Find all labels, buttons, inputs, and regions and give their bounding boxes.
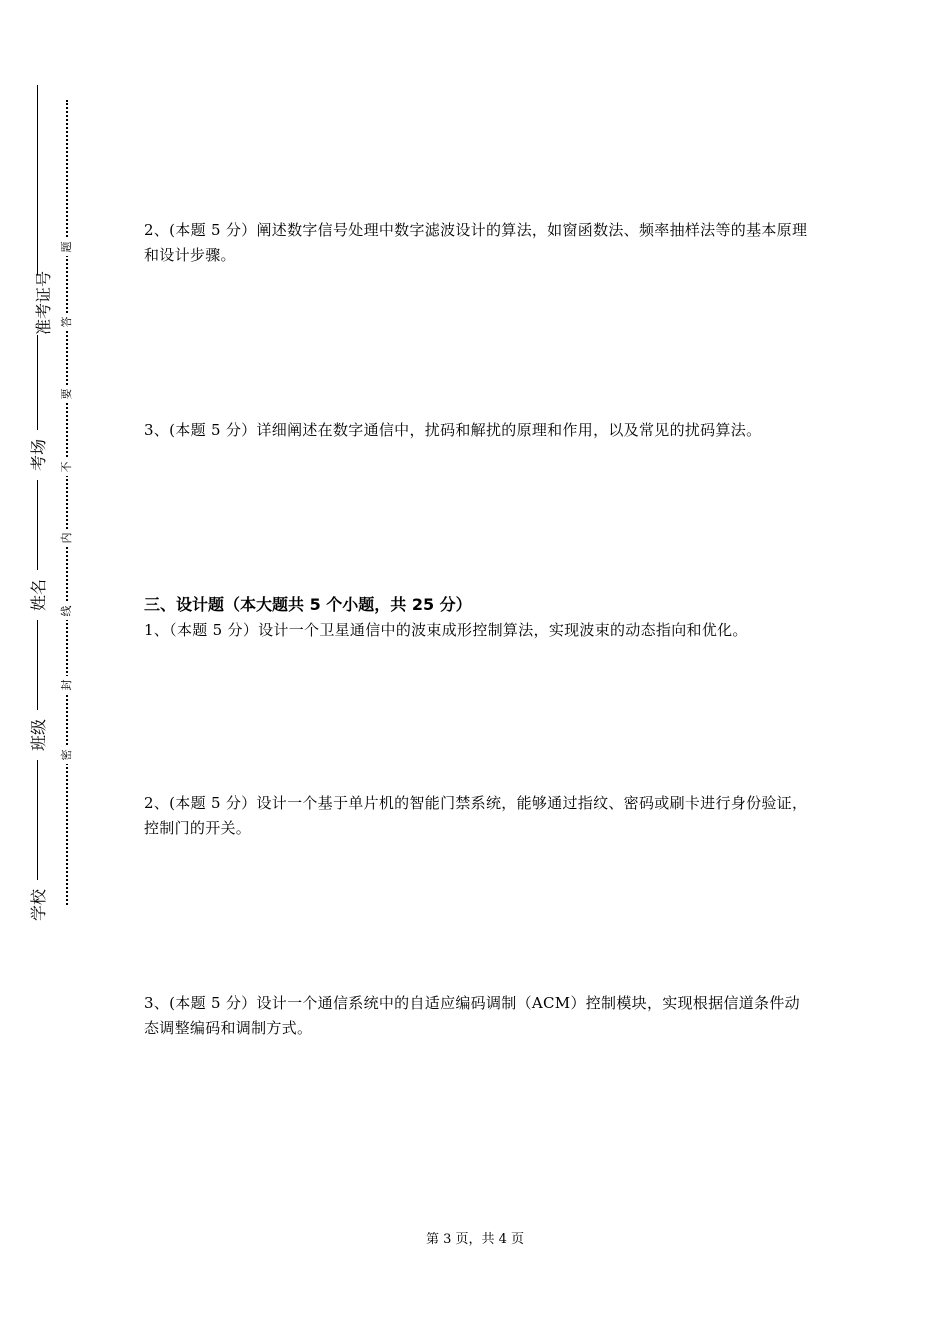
question-3-3: 3、(本题 5 分）设计一个通信系统中的自适应编码调制（ACM）控制模块，实现根据信道条件动态调整编码和调制方式。: [144, 994, 800, 1037]
seal-dotted-line: [66, 100, 68, 905]
binding-solid-line: [37, 85, 38, 925]
field-class: 班级: [24, 710, 54, 760]
page-number: 第 3 页，共 4 页: [425, 1232, 525, 1247]
question-3-2: 2、(本题 5 分）设计一个基于单片机的智能门禁系统，能够通过指纹、密码或刷卡进行身份验证，控制门的开关。: [144, 794, 808, 837]
field-name: 姓名: [24, 570, 54, 620]
question-3-1: 1、（本题 5 分）设计一个卫星通信中的波束成形控制算法，实现波束的动态指向和优化。: [144, 621, 748, 639]
seal-char: 答: [58, 313, 76, 331]
binding-margin-fields: [22, 85, 53, 925]
field-exam-room: 考场: [24, 430, 54, 480]
seal-char: 不: [58, 458, 76, 476]
section-3-title: 三、设计题（本大题共 5 个小题，共 25 分）: [144, 595, 472, 614]
seal-char: 密: [58, 746, 76, 764]
field-school: 学校: [24, 880, 54, 930]
question-2-2: 2、(本题 5 分）阐述数字信号处理中数字滤波设计的算法，如窗函数法、频率抽样法等的基本原理和设计步骤。: [144, 221, 808, 264]
seal-char: 内: [58, 529, 76, 547]
seal-char: 封: [58, 676, 76, 694]
seal-char: 题: [58, 238, 76, 256]
question-2-3: 3、(本题 5 分）详细阐述在数字通信中，扰码和解扰的原理和作用，以及常见的扰码算法。: [144, 421, 762, 439]
seal-char: 要: [58, 385, 76, 403]
field-exam-number: 准考证号: [29, 275, 59, 335]
seal-char: 线: [58, 602, 76, 620]
